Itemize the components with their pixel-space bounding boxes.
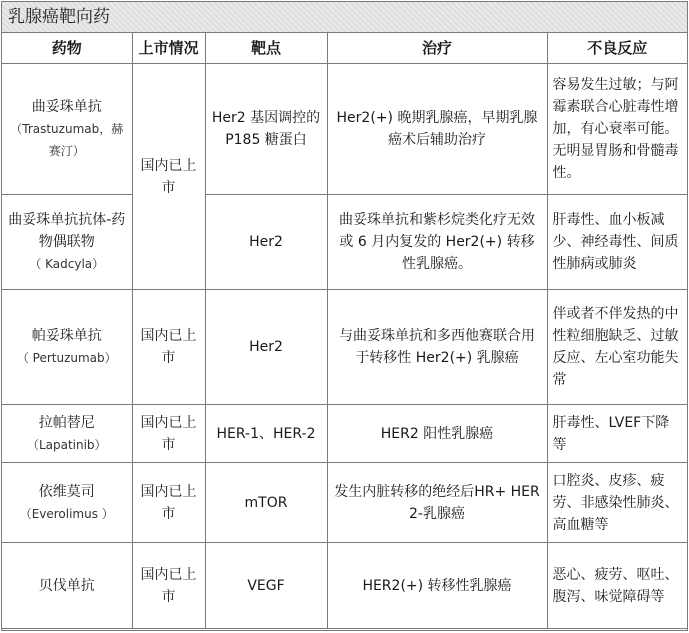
adverse-cell: 肝毒性、血小板减少、神经毒性、间质性肺病或肺炎 [547,195,687,290]
drug-name-cn: 帕妥珠单抗 [31,328,102,344]
treatment-cell: HER2(+) 转移性乳腺癌 [327,543,547,629]
treatment-cell: 曲妥珠单抗和紫杉烷类化疗无效或 6 月内复发的 Her2(+) 转移性乳腺癌。 [327,195,547,290]
drug-name-cn: 贝伐单抗 [38,577,95,594]
target-cell: VEGF [205,543,327,629]
drug-name-en: （Lapatinib） [26,437,107,452]
drug-cell [2,64,132,195]
drug-table [2,33,687,629]
adverse-cell: 口腔炎、皮疹、疲劳、非感染性肺炎、高血糖等 [547,463,687,543]
status-cell: 国内已上市 [132,64,205,290]
header-target: 靶点 [205,33,327,64]
drug-name-en: （Everolimus ） [19,506,114,521]
table-title: 乳腺癌靶向药 [2,2,687,33]
header-adverse: 不良反应 [547,33,687,64]
header-treatment: 治疗 [327,33,547,64]
table-row [2,195,687,290]
status-cell: 国内已上市 [132,463,205,543]
document-frame [1,1,688,631]
treatment-cell: 与曲妥珠单抗和多西他赛联合用于转移性 Her2(+) 乳腺癌 [327,290,547,405]
adverse-cell: 恶心、疲劳、呕吐、腹泻、味觉障碍等 [547,543,687,629]
status-cell: 国内已上市 [132,405,205,463]
drug-name-en: （Trastuzumab，赫赛汀） [10,122,124,158]
status-cell: 国内已上市 [132,543,205,629]
drug-cell [2,195,132,290]
status-cell: 国内已上市 [132,290,205,405]
adverse-cell: 容易发生过敏；与阿霉素联合心脏毒性增加，有心衰率可能。无明显胃肠和骨髓毒性。 [547,64,687,195]
table-row [2,64,687,195]
table-row [2,290,687,405]
target-cell: mTOR [205,463,327,543]
treatment-cell: Her2(+) 晚期乳腺癌，早期乳腺癌术后辅助治疗 [327,64,547,195]
header-drug: 药物 [2,33,132,64]
drug-name-cn: 曲妥珠单抗 [31,99,102,115]
drug-cell [2,405,132,463]
header-row [2,33,687,64]
target-cell: Her2 [205,195,327,290]
treatment-cell: HER2 阳性乳腺癌 [327,405,547,463]
target-cell: Her2 基因调控的 P185 糖蛋白 [205,64,327,195]
table-row [2,463,687,543]
adverse-cell: 肝毒性、LVEF下降等 [547,405,687,463]
treatment-cell: 发生内脏转移的绝经后HR+ HER2-乳腺癌 [327,463,547,543]
table-row [2,405,687,463]
drug-cell [2,463,132,543]
drug-name-en: （ Pertuzumab） [16,351,117,365]
drug-name-cn: 曲妥珠单抗抗体-药物偶联物 [8,212,126,250]
table-row [2,543,687,629]
drug-name-cn: 依维莫司 [38,483,95,500]
target-cell: HER-1、HER-2 [205,405,327,463]
drug-name-cn: 拉帕替尼 [38,414,95,431]
target-cell: Her2 [205,290,327,405]
adverse-cell: 伴或者不伴发热的中性粒细胞缺乏、过敏反应、左心室功能失常 [547,290,687,405]
drug-cell [2,290,132,405]
drug-name-en: （ Kadcyla） [29,257,105,271]
header-status: 上市情况 [132,33,205,64]
drug-cell [2,543,132,629]
